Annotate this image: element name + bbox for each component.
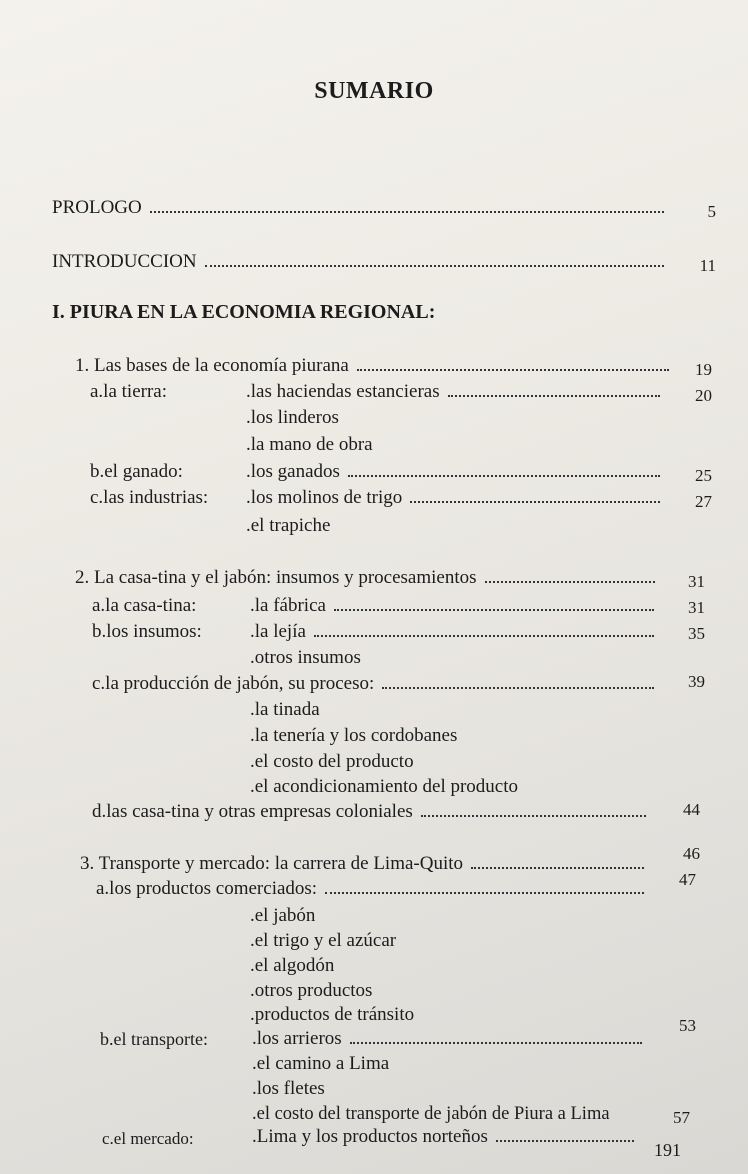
sub-label: b.el ganado:: [90, 461, 183, 482]
page-ref: 20: [695, 386, 712, 405]
page-ref: 5: [707, 202, 716, 221]
toc-subentry: [252, 1125, 640, 1149]
page-ref: 11: [699, 256, 716, 275]
leader-dots: [485, 581, 655, 583]
sub-label: a.la tierra:: [90, 381, 168, 402]
toc-subentry: [250, 620, 660, 644]
toc-subentry: .el trigo y el azúcar: [250, 930, 397, 951]
page-ref: 35: [688, 624, 705, 643]
page-ref: 53: [679, 1016, 696, 1035]
entry-text: 3. Transporte y mercado: la carrera de Lima-Quito: [80, 853, 464, 874]
page-ref: 31: [688, 598, 705, 617]
sub-label: c.las industrias:: [90, 487, 209, 508]
toc-entry-introduccion: [52, 250, 670, 274]
toc-subentry: .otros insumos: [250, 647, 361, 668]
entry-text: .la fábrica: [250, 595, 326, 616]
toc-subentry: .los fletes: [252, 1078, 325, 1099]
toc-subentry: .el costo del transporte de jabón de Piura a Lima: [252, 1104, 610, 1124]
section-heading: I. PIURA EN LA ECONOMIA REGIONAL:: [52, 301, 436, 323]
entry-text: .los molinos de trigo: [246, 487, 403, 508]
page-number: 191: [654, 1140, 681, 1160]
entry-text: PROLOGO: [52, 197, 142, 218]
entry-text: c.la producción de jabón, su proceso:: [92, 673, 375, 694]
toc-subentry: .la tinada: [250, 699, 320, 720]
leader-dots: [348, 475, 660, 477]
toc-subentry: .los linderos: [246, 407, 339, 428]
page-ref: 25: [695, 466, 712, 485]
leader-dots: [150, 211, 664, 213]
toc-chapter-3: [80, 852, 650, 876]
leader-dots: [496, 1140, 634, 1142]
toc-subentry: .otros productos: [250, 980, 373, 1001]
toc-subentry: .el camino a Lima: [252, 1053, 390, 1074]
page-ref: 44: [683, 800, 700, 819]
page-title: SUMARIO: [314, 78, 434, 104]
toc-subentry: .el acondicionamiento del producto: [250, 776, 519, 797]
entry-text: 2. La casa-tina y el jabón: insumos y procesamientos: [75, 567, 477, 588]
page-ref: 19: [695, 360, 712, 379]
toc-subentry: [246, 460, 666, 484]
sub-label: b.el transporte:: [100, 1029, 208, 1049]
toc-subentry: .el costo del producto: [250, 751, 414, 772]
leader-dots: [410, 501, 660, 503]
page-ref: 57: [673, 1108, 690, 1127]
page-ref: 47: [679, 870, 696, 889]
leader-dots: [382, 687, 654, 689]
toc-subentry: [246, 380, 666, 404]
entry-text: .Lima y los productos norteños: [252, 1126, 488, 1147]
leader-dots: [205, 265, 664, 267]
toc-subentry: .la mano de obra: [246, 434, 373, 455]
entry-text: .las haciendas estancieras: [246, 381, 440, 402]
leader-dots: [471, 867, 644, 869]
toc-subentry: [92, 672, 660, 696]
page-ref: 27: [695, 492, 712, 511]
sub-label: a.la casa-tina:: [92, 595, 197, 616]
page-ref: 39: [688, 672, 705, 691]
page-ref: 31: [688, 572, 705, 591]
page-ref: 46: [683, 844, 700, 863]
leader-dots: [325, 892, 644, 894]
toc-entry-prologo: [52, 196, 670, 220]
toc-subentry: [96, 877, 650, 901]
leader-dots: [314, 635, 654, 637]
entry-text: .los arrieros: [252, 1028, 342, 1049]
toc-subentry: .la tenería y los cordobanes: [250, 725, 458, 746]
entry-text: .la lejía: [250, 621, 306, 642]
entry-text: 1. Las bases de la economía piurana: [75, 355, 349, 376]
toc-chapter-2: [75, 566, 661, 590]
toc-subentry: .el trapiche: [246, 515, 331, 536]
sub-label: b.los insumos:: [92, 621, 202, 642]
toc-subentry: [92, 800, 652, 824]
toc-subentry: [252, 1027, 648, 1051]
toc-subentry: [246, 486, 666, 510]
leader-dots: [357, 369, 669, 371]
entry-text: .los ganados: [246, 461, 340, 482]
toc-subentry: .el jabón: [250, 905, 316, 926]
entry-text: d.las casa-tina y otras empresas coloniales: [92, 801, 413, 822]
leader-dots: [448, 395, 660, 397]
entry-text: a.los productos comerciados:: [96, 878, 318, 899]
toc-subentry: .productos de tránsito: [250, 1004, 415, 1025]
entry-text: INTRODUCCION: [52, 251, 197, 272]
toc-subentry: .el algodón: [250, 955, 335, 976]
leader-dots: [421, 815, 646, 817]
sub-label: c.el mercado:: [102, 1129, 194, 1148]
leader-dots: [334, 609, 654, 611]
leader-dots: [350, 1042, 642, 1044]
toc-chapter-1: [75, 354, 675, 378]
toc-subentry: [250, 594, 660, 618]
